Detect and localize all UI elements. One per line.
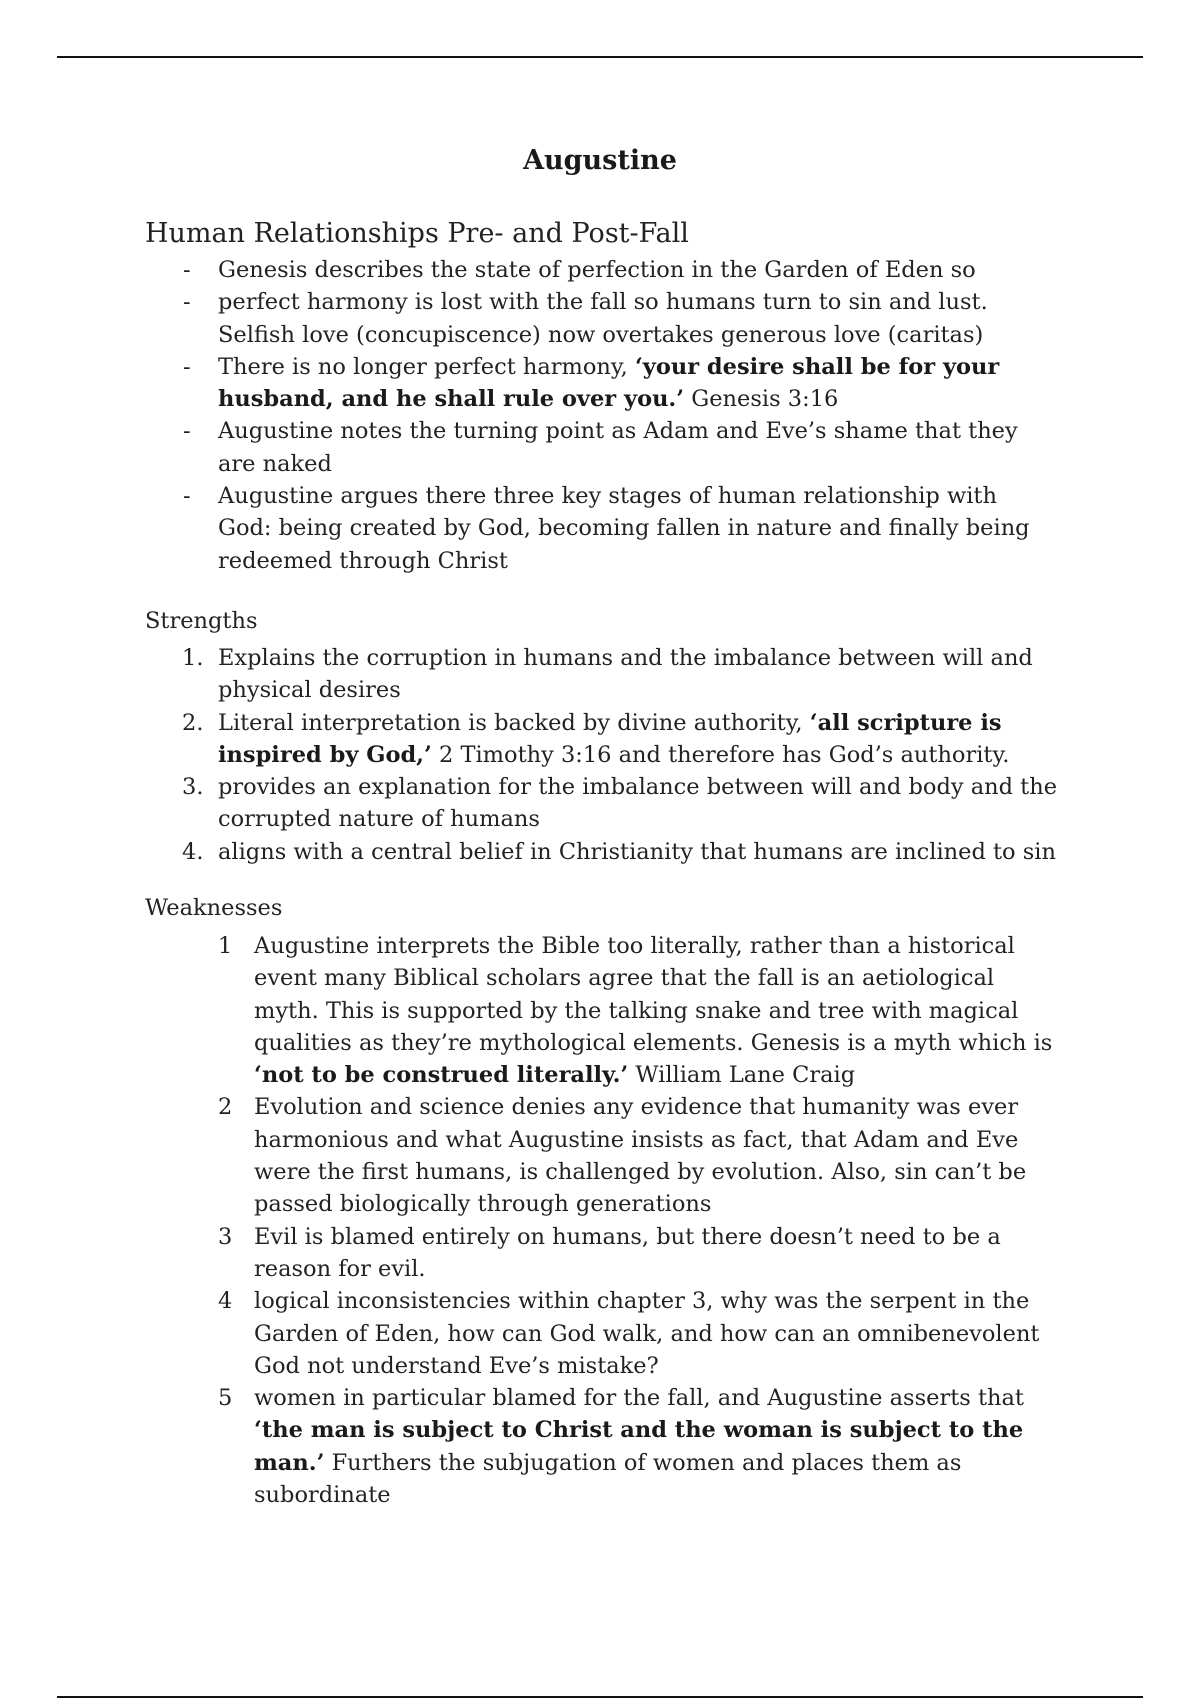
list-item — [182, 836, 1058, 868]
strengths-label: Strengths — [145, 608, 258, 634]
list-marker: 1. — [182, 645, 204, 671]
list-marker: 2 — [218, 1094, 233, 1121]
item-text: Genesis describes the state of perfection in the Garden of Eden so — [218, 257, 976, 283]
item-text: William Lane Craig — [628, 1062, 856, 1089]
quote-text: ‘all scripture is inspired by God,’ — [218, 709, 1002, 768]
item-text: Genesis 3:16 — [684, 386, 839, 413]
top-rule — [57, 56, 1143, 58]
list-item — [218, 1221, 1064, 1286]
list-item — [182, 707, 1058, 772]
weaknesses-label: Weaknesses — [145, 895, 283, 921]
list-item — [218, 1285, 1064, 1382]
list-marker: - — [183, 257, 191, 283]
list-item — [183, 286, 1048, 351]
list-item — [183, 351, 1048, 416]
list-marker: 2. — [182, 709, 204, 736]
item-text: Augustine notes the turning point as Adam and Eve’s shame that they are naked — [218, 418, 1018, 477]
item-text: Evolution and science denies any evidence that humanity was ever harmonious and what Augustine insists as fact, that Adam and Eve were the first humans, is challenged by evolution. Also, sin can’t be passed biologically through generations — [254, 1094, 1027, 1218]
list-marker: - — [183, 353, 191, 380]
list-item — [183, 415, 1048, 480]
bottom-rule — [57, 1696, 1143, 1698]
list-marker: 4 — [218, 1288, 233, 1315]
list-item — [183, 254, 1048, 286]
item-text: Evil is blamed entirely on humans, but there doesn’t need to be a reason for evil. — [254, 1223, 1001, 1282]
quote-text: ‘the man is subject to Christ and the woman is subject to the man.’ — [254, 1417, 1024, 1476]
weaknesses-list — [218, 930, 1064, 1511]
item-text: logical inconsistencies within chapter 3, why was the serpent in the Garden of Eden, how can God walk, and how can an omnibenevolent God not understand Eve’s mistake? — [254, 1288, 1040, 1379]
item-text: perfect harmony is lost with the fall so humans turn to sin and lust. Selfish love (concupiscence) now overtakes generous love (caritas) — [218, 289, 988, 348]
list-item — [182, 642, 1058, 707]
list-marker: 5 — [218, 1385, 233, 1412]
list-marker: 3. — [182, 774, 204, 801]
fall-bullet-list — [183, 254, 1048, 577]
item-text: women in particular blamed for the fall, and Augustine asserts that — [254, 1385, 1024, 1412]
item-text: provides an explanation for the imbalance between will and body and the corrupted nature of humans — [218, 774, 1058, 833]
item-text: Augustine argues there three key stages of human relationship with God: being created by God, becoming fallen in nature and finally being redeemed through Christ — [218, 483, 1030, 574]
list-marker: 4. — [182, 838, 204, 865]
list-item — [218, 1382, 1064, 1511]
item-text: aligns with a central belief in Christianity that humans are inclined to sin — [218, 838, 1056, 865]
list-marker: 3 — [218, 1223, 233, 1250]
page-title: Augustine — [523, 145, 677, 176]
list-item — [182, 771, 1058, 836]
list-item — [218, 930, 1064, 1091]
list-item — [183, 480, 1048, 577]
quote-text: ‘not to be construed literally.’ — [254, 1062, 629, 1089]
item-text: 2 Timothy 3:16 and therefore has God’s authority. — [431, 741, 1010, 768]
section-heading: Human Relationships Pre- and Post-Fall — [145, 218, 689, 249]
item-text: Literal interpretation is backed by divine authority, — [218, 709, 810, 736]
item-text: Explains the corruption in humans and the imbalance between will and physical desires — [218, 645, 1033, 704]
list-marker: - — [183, 289, 191, 316]
item-text: Furthers the subjugation of women and places them as subordinate — [254, 1449, 962, 1509]
item-text: There is no longer perfect harmony, — [218, 353, 635, 380]
list-marker: - — [183, 483, 191, 510]
item-text: Augustine interprets the Bible too literally, rather than a historical event many Biblical scholars agree that the fall is an aetiological myth. This is supported by the talking snake and tree with magical qualities as they’re mythological elements. Genesis is a myth which is — [254, 933, 1053, 1056]
list-item — [218, 1091, 1064, 1220]
strengths-list — [182, 642, 1058, 868]
list-marker: 1 — [218, 933, 233, 959]
quote-text: ‘your desire shall be for your husband, and he shall rule over you.’ — [218, 353, 1000, 413]
list-marker: - — [183, 418, 191, 445]
